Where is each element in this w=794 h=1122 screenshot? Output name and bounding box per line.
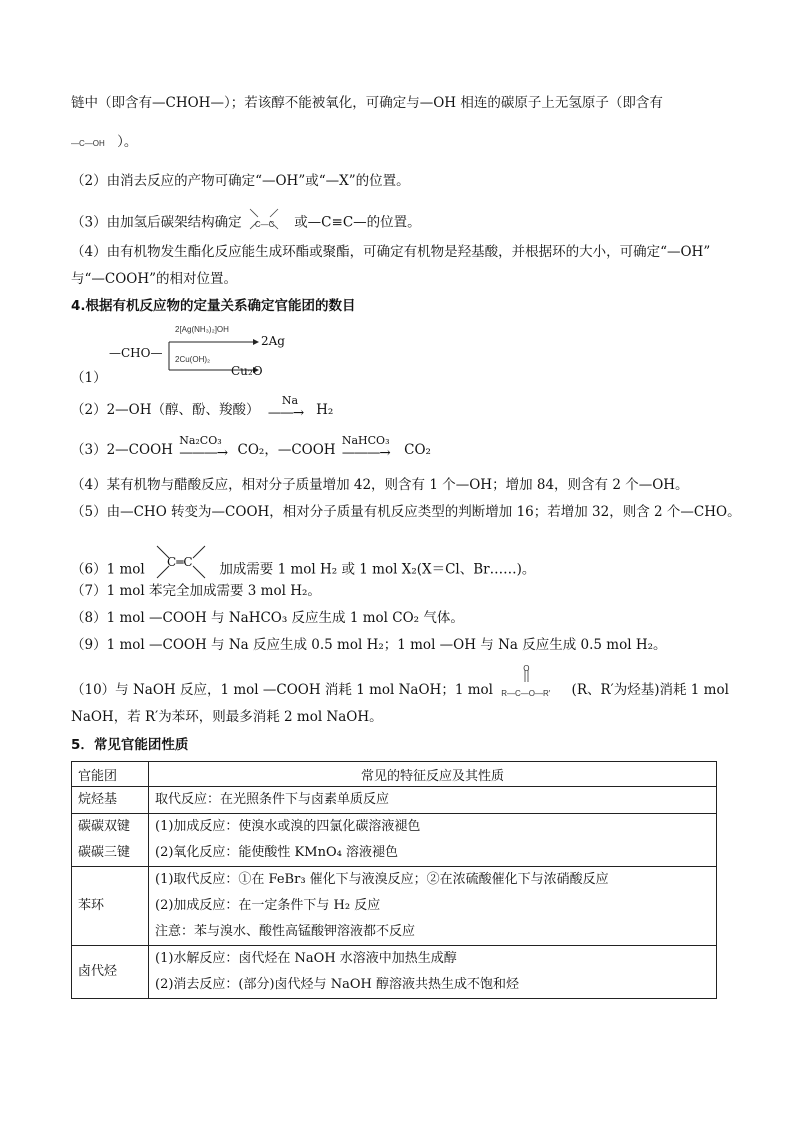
item-1-reaction (71, 322, 331, 386)
text-fragment: （2）2—OH（醇、酚、羧酸） (71, 402, 260, 418)
item-10-continuation: NaOH，若 R′为苯环，则最多消耗 2 mol NaOH。 (71, 709, 383, 725)
reaction-arrow: Na₂CO₃ ———→ (179, 433, 228, 461)
structure-formula: —C—OH (71, 139, 105, 148)
reaction-arrow: NaHCO₃ ———→ (341, 433, 390, 461)
table-header-group: 官能团 (72, 762, 149, 787)
text-fragment: 加成需要 1 mol H₂ 或 1 mol X₂(X＝Cl、Br……)。 (219, 561, 536, 578)
text-line: （4）由有机物发生酯化反应能生成环酯或聚酯，可确定有机物是羟基酸，并根据环的大小，可确定“—OH” (71, 244, 711, 260)
item-7: （7）1 mol 苯完全加成需要 3 mol H₂。 (71, 583, 321, 599)
table-row (72, 787, 717, 814)
item-10 (71, 663, 729, 700)
item-3 (71, 433, 431, 461)
carbonyl-bond-svg (522, 670, 532, 684)
table-row (72, 946, 717, 999)
bottom-reagent: 2Cu(OH)₂ (175, 355, 211, 364)
text-fragment: （10）与 NaOH 反应，1 mol —COOH 消耗 1 mol NaOH；1 mol (71, 682, 493, 698)
text-fragment: CO₂，—COOH (237, 442, 336, 458)
section-heading-5: 5．常见官能团性质 (71, 737, 189, 753)
text-fragment: （6）1 mol (71, 561, 145, 578)
item-number: （1） (71, 370, 107, 386)
ester-structure: O R—C—O—R′ (501, 663, 551, 698)
table-cell-properties: 取代反应：在光照条件下与卤素单质反应 (149, 787, 717, 814)
top-reagent: 2[Ag(NH₃)₂]OH (175, 325, 229, 334)
text-line (71, 133, 137, 153)
text-fragment: 或—C≡C—的位置。 (294, 214, 421, 231)
item-2 (71, 393, 334, 421)
alkene-structure: C═C (149, 552, 215, 588)
text-fragment: ）。 (117, 134, 138, 150)
table-row (72, 814, 717, 867)
table-cell-group: 苯环 (72, 867, 149, 946)
item-4: （4）某有机物与醋酸反应，相对分子质量增加 42，则含有 1 个—OH；增加 84，则含有 2 个—OH。 (71, 477, 689, 493)
item-9: （9）1 mol —COOH 与 Na 反应生成 0.5 mol H₂；1 mol —OH 与 Na 反应生成 0.5 mol H₂。 (71, 637, 667, 653)
table-header-properties: 常见的特征反应及其性质 (149, 762, 717, 787)
reaction-arrow: Na ——→ (267, 393, 304, 421)
table-cell-group: 碳碳双键 碳碳三键 (72, 814, 149, 867)
text-line: 链中（即含有—CHOH—）；若该醇不能被氧化，可确定与—OH 相连的碳原子上无氢原子（即含有 (71, 95, 663, 111)
text-line (71, 211, 421, 235)
text-fragment: H₂ (316, 402, 334, 418)
reactant-cho: —CHO— (109, 346, 163, 360)
top-product: 2Ag (261, 334, 285, 348)
table-cell-properties: (1)取代反应：①在 FeBr₃ 催化下与液溴反应；②在浓硫酸催化下与浓硝酸反应 (2)加成反应：在一定条件下与 H₂ 反应 注意：苯与溴水、酸性高锰酸钾溶液都不反应 (149, 867, 717, 946)
alkene-skeleton-structure: C—C (246, 211, 290, 235)
table-cell-group: 卤代烃 (72, 946, 149, 999)
text-fragment: (R、R′为烃基)消耗 1 mol (571, 682, 729, 698)
item-5: （5）由—CHO 转变为—COOH，相对分子质量有机反应类型的判断增加 16；若增加 32，则含 2 个—CHO。 (71, 504, 741, 520)
table-cell-properties: (1)加成反应：使溴水或溴的四氯化碳溶液褪色 (2)氧化反应：能使酸性 KMnO₄ 溶液褪色 (149, 814, 717, 867)
bottom-product: Cu₂O (231, 364, 263, 378)
item-8: （8）1 mol —COOH 与 NaHCO₃ 反应生成 1 mol CO₂ 气体。 (71, 610, 464, 626)
text-fragment: CO₂ (404, 442, 431, 458)
text-fragment: （3）2—COOH (71, 442, 173, 458)
table-cell-group: 烷烃基 (72, 787, 149, 814)
text-line: 与“—COOH”的相对位置。 (71, 271, 238, 287)
table-cell-properties: (1)水解反应：卤代烃在 NaOH 水溶液中加热生成醇 (2)消去反应：(部分)卤代烃与 NaOH 醇溶液共热生成不饱和烃 (149, 946, 717, 999)
section-heading-4: 4.根据有机反应物的定量关系确定官能团的数目 (71, 298, 356, 314)
functional-group-table (71, 761, 717, 999)
text-line: （2）由消去反应的产物可确定“—OH”或“—X”的位置。 (71, 173, 410, 189)
table-header-row (72, 762, 717, 787)
table-row (72, 867, 717, 946)
text-fragment: （3）由加氢后碳架结构确定 (71, 214, 242, 231)
